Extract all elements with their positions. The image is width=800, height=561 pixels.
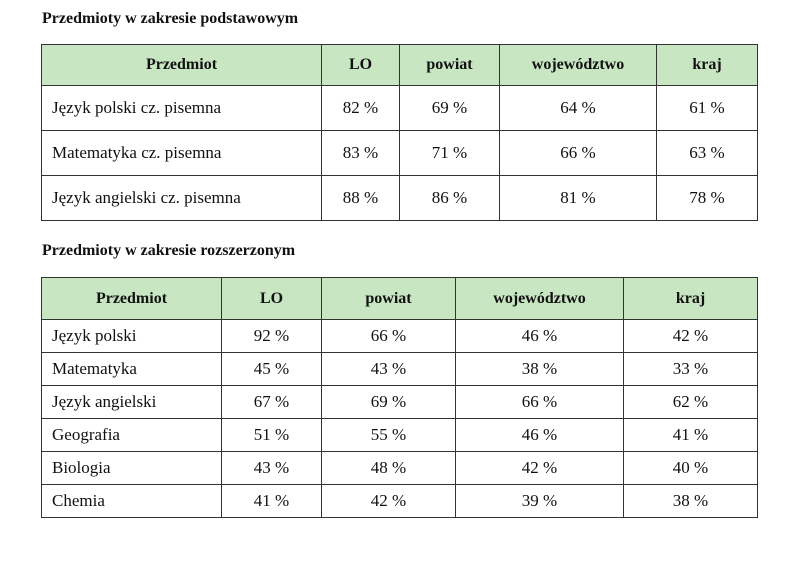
subject-cell: Chemia <box>42 485 222 518</box>
col-header-wojewodztwo: województwo <box>500 45 657 86</box>
subject-cell: Język polski <box>42 320 222 353</box>
table-header-row <box>42 278 758 320</box>
kraj-cell: 38 % <box>624 485 758 518</box>
wojewodztwo-cell: 42 % <box>456 452 624 485</box>
kraj-cell: 63 % <box>657 131 758 176</box>
subject-cell: Matematyka cz. pisemna <box>42 131 322 176</box>
lo-cell: 41 % <box>222 485 322 518</box>
lo-cell: 45 % <box>222 353 322 386</box>
powiat-cell: 42 % <box>322 485 456 518</box>
subject-cell: Język angielski <box>42 386 222 419</box>
extended-table-title: Przedmioty w zakresie rozszerzonym <box>42 242 296 259</box>
table-row <box>42 386 758 419</box>
subject-cell: Geografia <box>42 419 222 452</box>
kraj-cell: 42 % <box>624 320 758 353</box>
table-header-row <box>42 45 758 86</box>
table-row <box>42 452 758 485</box>
col-header-lo: LO <box>322 45 400 86</box>
col-header-kraj: kraj <box>624 278 758 320</box>
powiat-cell: 48 % <box>322 452 456 485</box>
wojewodztwo-cell: 64 % <box>500 86 657 131</box>
kraj-cell: 33 % <box>624 353 758 386</box>
basic-results-table <box>41 44 758 221</box>
table-row <box>42 86 758 131</box>
subject-cell: Język polski cz. pisemna <box>42 86 322 131</box>
table-row <box>42 131 758 176</box>
col-header-kraj: kraj <box>657 45 758 86</box>
col-header-lo: LO <box>222 278 322 320</box>
lo-cell: 82 % <box>322 86 400 131</box>
powiat-cell: 55 % <box>322 419 456 452</box>
col-header-subject: Przedmiot <box>42 278 222 320</box>
table-row <box>42 353 758 386</box>
kraj-cell: 78 % <box>657 176 758 221</box>
col-header-wojewodztwo: województwo <box>456 278 624 320</box>
subject-cell: Język angielski cz. pisemna <box>42 176 322 221</box>
wojewodztwo-cell: 46 % <box>456 320 624 353</box>
lo-cell: 92 % <box>222 320 322 353</box>
wojewodztwo-cell: 66 % <box>456 386 624 419</box>
extended-results-table <box>41 277 758 518</box>
col-header-powiat: powiat <box>400 45 500 86</box>
wojewodztwo-cell: 38 % <box>456 353 624 386</box>
powiat-cell: 86 % <box>400 176 500 221</box>
subject-cell: Biologia <box>42 452 222 485</box>
lo-cell: 67 % <box>222 386 322 419</box>
wojewodztwo-cell: 46 % <box>456 419 624 452</box>
table-row <box>42 485 758 518</box>
lo-cell: 83 % <box>322 131 400 176</box>
basic-table-title: Przedmioty w zakresie podstawowym <box>42 10 299 27</box>
kraj-cell: 41 % <box>624 419 758 452</box>
table-row <box>42 419 758 452</box>
powiat-cell: 43 % <box>322 353 456 386</box>
wojewodztwo-cell: 66 % <box>500 131 657 176</box>
col-header-powiat: powiat <box>322 278 456 320</box>
kraj-cell: 40 % <box>624 452 758 485</box>
powiat-cell: 71 % <box>400 131 500 176</box>
lo-cell: 43 % <box>222 452 322 485</box>
kraj-cell: 61 % <box>657 86 758 131</box>
wojewodztwo-cell: 81 % <box>500 176 657 221</box>
col-header-subject: Przedmiot <box>42 45 322 86</box>
powiat-cell: 66 % <box>322 320 456 353</box>
table-row <box>42 320 758 353</box>
lo-cell: 51 % <box>222 419 322 452</box>
lo-cell: 88 % <box>322 176 400 221</box>
kraj-cell: 62 % <box>624 386 758 419</box>
subject-cell: Matematyka <box>42 353 222 386</box>
wojewodztwo-cell: 39 % <box>456 485 624 518</box>
table-row <box>42 176 758 221</box>
powiat-cell: 69 % <box>400 86 500 131</box>
powiat-cell: 69 % <box>322 386 456 419</box>
